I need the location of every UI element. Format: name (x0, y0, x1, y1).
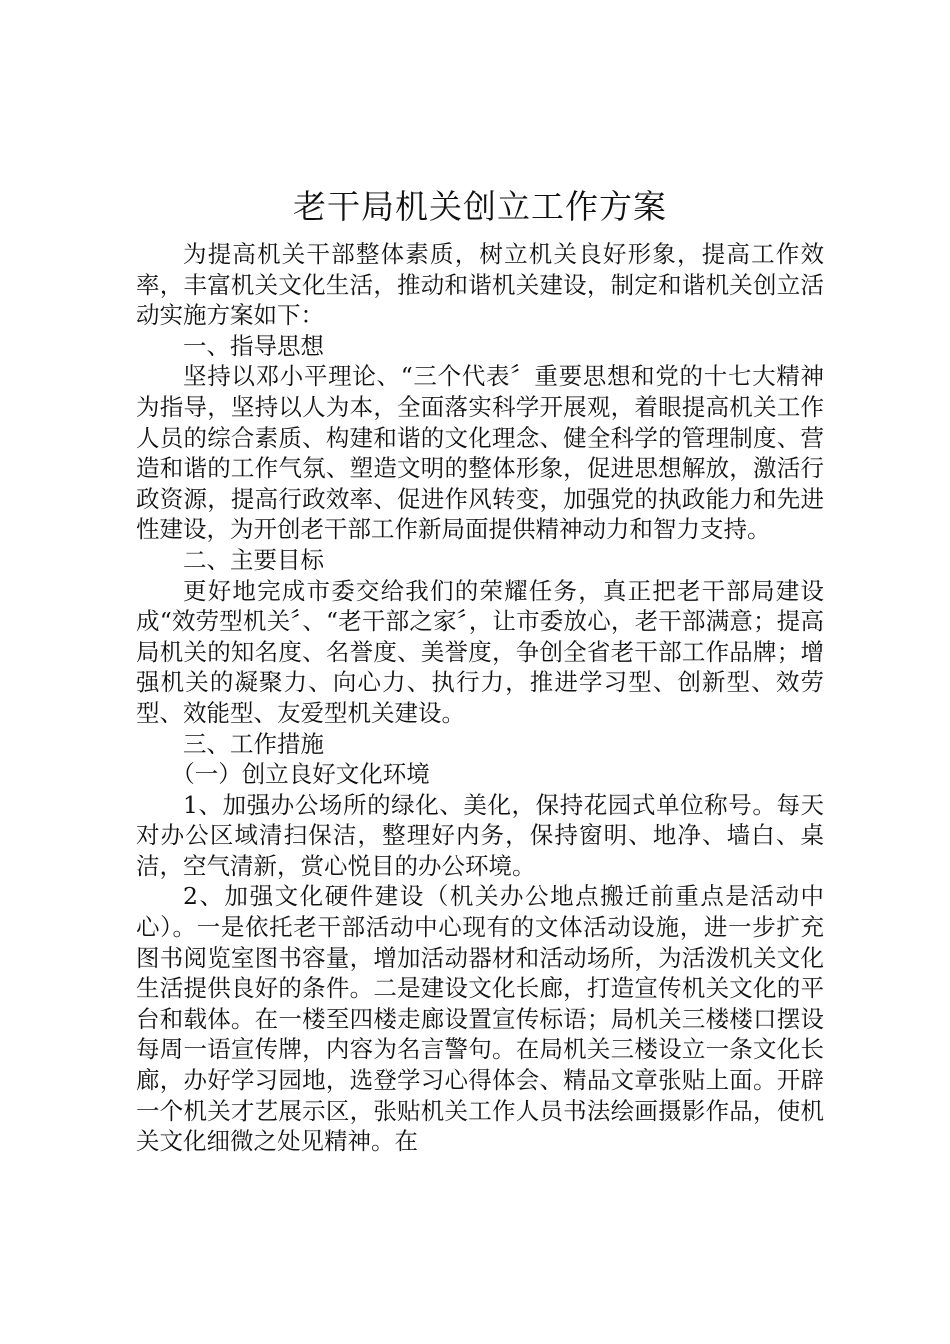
section3-item1-paragraph: 1、加强办公场所的绿化、美化，保持花园式单位称号。每天对办公区域清扫保洁，整理好内务，保持窗明、地净、墙白、桌洁，空气清新，赏心悦目的办公环境。 (136, 790, 824, 880)
section3-item2-paragraph: 2、加强文化硬件建设（机关办公地点搬迁前重点是活动中心）。一是依托老干部活动中心现有的文体活动设施，进一步扩充图书阅览室图书容量，增加活动器材和活动场所，为活泼机关文化生活提供良好的条件。二是建设文化长廊，打造宣传机关文化的平台和载体。在一楼至四楼走廊设置宣传标语；局机关三楼楼口摆设每周一语宣传牌，内容为名言警句。在局机关三楼设立一条文化长廊，办好学习园地，选登学习心得体会、精品文章张贴上面。开辟一个机关才艺展示区，张贴机关工作人员书法绘画摄影作品，使机关文化细微之处见精神。在 (136, 882, 824, 1156)
document-page (136, 183, 824, 1157)
intro-paragraph: 为提高机关干部整体素质，树立机关良好形象，提高工作效率，丰富机关文化生活，推动和谐机关建设，制定和谐机关创立活动实施方案如下： (136, 240, 824, 330)
section3-heading: 三、工作措施 (183, 729, 324, 758)
section2-paragraph: 更好地完成市委交给我们的荣耀任务，真正把老干部局建设成“效劳型机关〞、“老干部之家〞，让市委放心，老干部满意；提高局机关的知名度、名誉度、美誉度，争创全省老干部工作品牌；增强机关的凝聚力、向心力、执行力，推进学习型、创新型、效劳型、效能型、友爱型机关建设。 (136, 576, 824, 727)
section1-paragraph: 坚持以邓小平理论、“三个代表〞重要思想和党的十七大精神为指导，坚持以人为本，全面落实科学开展观，着眼提高机关工作人员的综合素质、构建和谐的文化理念、健全科学的管理制度、营造和谐的工作气氛、塑造文明的整体形象，促进思想解放，激活行政资源，提高行政效率、促进作风转变，加强党的执政能力和先进性建设，为开创老干部工作新局面提供精神动力和智力支持。 (136, 362, 824, 544)
document-title: 老干局机关创立工作方案 (293, 187, 667, 226)
section3-sub1-heading: （一）创立良好文化环境 (171, 760, 430, 789)
section2-heading: 二、主要目标 (183, 545, 324, 574)
section1-heading: 一、指导思想 (183, 331, 324, 360)
